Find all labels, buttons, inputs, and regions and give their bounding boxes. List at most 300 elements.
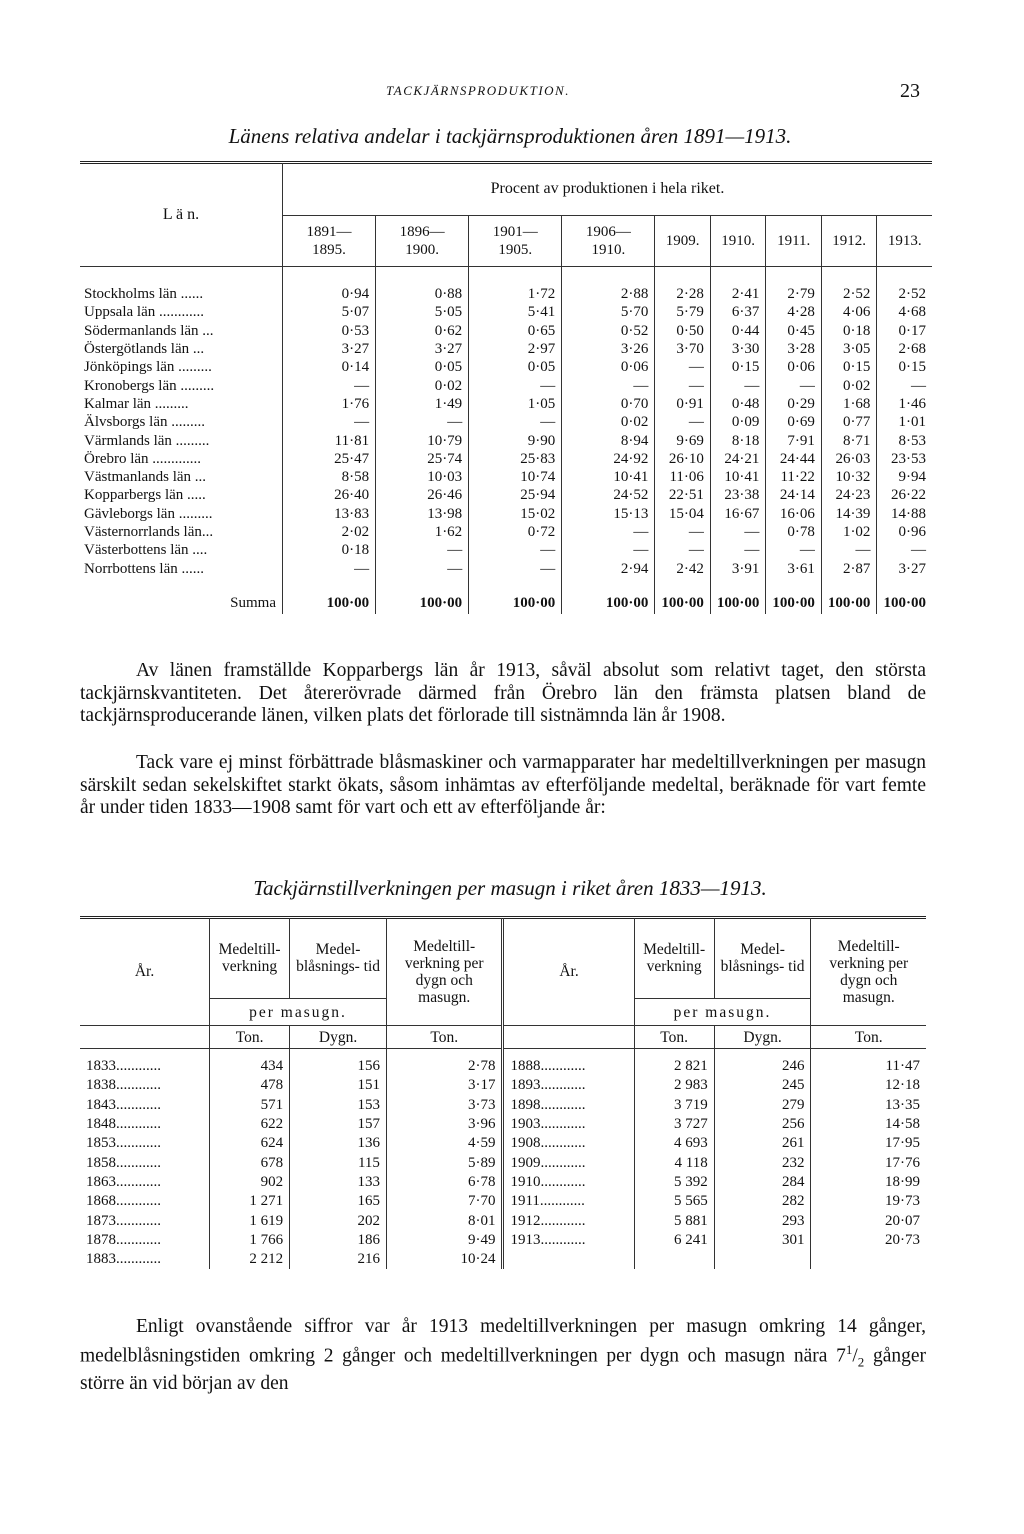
days-cell: 165 bbox=[290, 1192, 387, 1211]
page-number: 23 bbox=[900, 80, 920, 102]
sum-row bbox=[80, 578, 932, 614]
county-share-table bbox=[80, 163, 932, 614]
unit-days-right: Dygn. bbox=[714, 1026, 811, 1049]
table-row bbox=[80, 468, 932, 486]
table-row bbox=[80, 1115, 926, 1134]
percent-cell: — bbox=[655, 376, 711, 394]
sum-cell: 100·00 bbox=[562, 578, 655, 614]
col-blast-left: Medel- blåsnings- tid bbox=[290, 918, 387, 999]
days-cell: 232 bbox=[714, 1153, 811, 1172]
county-name: Västerbottens län .... bbox=[80, 541, 283, 559]
sum-cell: 100·00 bbox=[655, 578, 711, 614]
percent-cell: 0·69 bbox=[766, 413, 822, 431]
percent-cell: 0·72 bbox=[469, 523, 562, 541]
table-row bbox=[80, 523, 932, 541]
percent-cell: 0·44 bbox=[710, 322, 766, 340]
percent-cell: 24·23 bbox=[821, 486, 877, 504]
county-name: Norrbottens län ...... bbox=[80, 559, 283, 577]
percent-cell: 1·02 bbox=[821, 523, 877, 541]
perday-cell: 5·89 bbox=[386, 1153, 503, 1172]
percent-cell: 7·91 bbox=[766, 431, 822, 449]
prod-cell: 1 271 bbox=[210, 1192, 290, 1211]
days-cell: 256 bbox=[714, 1115, 811, 1134]
prod-cell: 6 241 bbox=[634, 1231, 714, 1250]
percent-cell: — bbox=[655, 523, 711, 541]
period-header: 1906— 1910. bbox=[562, 216, 655, 267]
percent-cell: 2·28 bbox=[655, 267, 711, 304]
percent-cell: — bbox=[655, 358, 711, 376]
unit-blank-left bbox=[80, 1026, 210, 1049]
per-masugn-left: per masugn. bbox=[210, 999, 387, 1026]
period-header: 1896— 1900. bbox=[376, 216, 469, 267]
percent-cell: — bbox=[562, 376, 655, 394]
percent-cell: 0·62 bbox=[376, 322, 469, 340]
county-name: Stockholms län ...... bbox=[80, 267, 283, 304]
unit-days-left: Dygn. bbox=[290, 1026, 387, 1049]
year-cell: 1910............ bbox=[503, 1173, 634, 1192]
unit-ton-right: Ton. bbox=[634, 1026, 714, 1049]
table-row bbox=[80, 376, 932, 394]
period-header: 1911. bbox=[766, 216, 822, 267]
table-row bbox=[80, 505, 932, 523]
percent-cell: — bbox=[911, 542, 926, 559]
year-cell: 1873............ bbox=[80, 1211, 210, 1230]
percent-cell: 0·53 bbox=[283, 322, 376, 340]
table-row bbox=[80, 267, 932, 304]
county-name: Kalmar län ......... bbox=[80, 395, 283, 413]
col-prod-right: Medeltill- verkning bbox=[634, 918, 714, 999]
percent-cell: 9·90 bbox=[469, 431, 562, 449]
table-row bbox=[80, 1250, 926, 1269]
percent-cell: 24·14 bbox=[766, 486, 822, 504]
percent-cell: 9·69 bbox=[655, 431, 711, 449]
percent-cell: — bbox=[710, 523, 766, 541]
days-cell: 261 bbox=[714, 1134, 811, 1153]
table1-caption: Länens relativa andelar i tackjärnsproduktionen åren 1891—1913. bbox=[228, 124, 792, 148]
days-cell: 186 bbox=[290, 1231, 387, 1250]
percent-cell: — bbox=[911, 377, 926, 394]
year-cell bbox=[503, 1250, 634, 1269]
percent-cell: — bbox=[469, 413, 562, 431]
perday-cell: 20·07 bbox=[885, 1212, 920, 1229]
period-header: 1901— 1905. bbox=[469, 216, 562, 267]
prod-cell: 5 392 bbox=[634, 1173, 714, 1192]
table-row bbox=[80, 541, 932, 559]
percent-cell: 3·70 bbox=[655, 340, 711, 358]
percent-cell: 10·74 bbox=[469, 468, 562, 486]
percent-cell: — bbox=[469, 541, 562, 559]
percent-cell: 3·61 bbox=[766, 559, 822, 577]
percent-cell: 11·22 bbox=[766, 468, 822, 486]
days-cell: 136 bbox=[290, 1134, 387, 1153]
percent-cell: 8·94 bbox=[562, 431, 655, 449]
percent-cell: 26·03 bbox=[821, 450, 877, 468]
percent-cell: 2·94 bbox=[562, 559, 655, 577]
percent-cell: 11·06 bbox=[655, 468, 711, 486]
prod-cell: 902 bbox=[210, 1173, 290, 1192]
percent-cell: 5·41 bbox=[469, 303, 562, 321]
days-cell: 216 bbox=[290, 1250, 387, 1269]
percent-cell: 16·67 bbox=[710, 505, 766, 523]
percent-cell: 2·41 bbox=[710, 267, 766, 304]
percent-cell: 25·94 bbox=[469, 486, 562, 504]
percent-cell: 0·65 bbox=[469, 322, 562, 340]
percent-cell: 2·42 bbox=[655, 559, 711, 577]
table-row bbox=[80, 322, 932, 340]
paragraph-3-text: Enligt ovanstående siffror var år 1913 medeltillverkningen per masugn omkring 14 gånger, medelblåsningstiden omkring 2 gånger och medeltillverkningen per dygn och masugn nära 7 bbox=[80, 1316, 926, 1366]
percent-cell: 3·30 bbox=[710, 340, 766, 358]
prod-cell: 2 212 bbox=[210, 1250, 290, 1269]
percent-cell: 15·13 bbox=[562, 505, 655, 523]
table-row bbox=[80, 1049, 926, 1077]
fraction-den: 2 bbox=[857, 1353, 865, 1369]
percent-cell: 1·76 bbox=[283, 395, 376, 413]
days-cell: 157 bbox=[290, 1115, 387, 1134]
col-perday-right: Medeltill- verkning per dygn och masugn. bbox=[811, 918, 926, 1026]
period-header: 1891— 1895. bbox=[283, 216, 376, 267]
county-name: Södermanlands län ... bbox=[80, 322, 283, 340]
prod-cell: 5 881 bbox=[634, 1211, 714, 1230]
percent-cell: 3·26 bbox=[562, 340, 655, 358]
percent-cell: 0·45 bbox=[766, 322, 822, 340]
col-lan-header: L ä n. bbox=[80, 163, 283, 267]
percent-cell: 3·05 bbox=[821, 340, 877, 358]
paragraph-1 bbox=[80, 660, 926, 728]
table-row bbox=[80, 413, 932, 431]
days-cell: 115 bbox=[290, 1153, 387, 1172]
percent-cell: 10·03 bbox=[376, 468, 469, 486]
percent-cell: — bbox=[562, 523, 655, 541]
percent-cell: 0·70 bbox=[562, 395, 655, 413]
perday-cell: 19·73 bbox=[885, 1193, 920, 1210]
county-name: Kopparbergs län ..... bbox=[80, 486, 283, 504]
percent-cell: — bbox=[283, 559, 376, 577]
percent-cell: 0·94 bbox=[283, 267, 376, 304]
percent-cell: 3·27 bbox=[283, 340, 376, 358]
percent-cell: 0·50 bbox=[655, 322, 711, 340]
percent-cell: 1·46 bbox=[898, 395, 926, 412]
prod-cell: 678 bbox=[210, 1153, 290, 1172]
percent-cell: — bbox=[710, 376, 766, 394]
percent-cell: 5·79 bbox=[655, 303, 711, 321]
prod-cell bbox=[634, 1250, 714, 1269]
unit-ton-right-2: Ton. bbox=[811, 1026, 926, 1049]
percent-cell: 14·39 bbox=[821, 505, 877, 523]
percent-cell: 2·87 bbox=[821, 559, 877, 577]
percent-cell: 22·51 bbox=[655, 486, 711, 504]
percent-cell: 4·28 bbox=[766, 303, 822, 321]
county-name: Gävleborgs län ......... bbox=[80, 505, 283, 523]
percent-cell: 24·21 bbox=[710, 450, 766, 468]
table-row bbox=[80, 450, 932, 468]
days-cell: 245 bbox=[714, 1076, 811, 1095]
col-year-left: År. bbox=[80, 918, 210, 1026]
prod-cell: 5 565 bbox=[634, 1192, 714, 1211]
percent-cell: 5·05 bbox=[376, 303, 469, 321]
days-cell: 133 bbox=[290, 1173, 387, 1192]
year-cell: 1848............ bbox=[80, 1115, 210, 1134]
days-cell: 279 bbox=[714, 1096, 811, 1115]
table-row bbox=[80, 1134, 926, 1153]
percent-cell: 2·88 bbox=[562, 267, 655, 304]
percent-cell: 4·68 bbox=[898, 304, 926, 321]
period-header: 1912. bbox=[821, 216, 877, 267]
year-cell: 1868............ bbox=[80, 1192, 210, 1211]
paragraph-2 bbox=[80, 752, 926, 820]
year-cell: 1878............ bbox=[80, 1231, 210, 1250]
prod-cell: 478 bbox=[210, 1076, 290, 1095]
percent-cell: 0·15 bbox=[821, 358, 877, 376]
percent-cell: 0·88 bbox=[376, 267, 469, 304]
percent-cell: 3·27 bbox=[898, 560, 926, 577]
percent-cell: — bbox=[469, 559, 562, 577]
year-cell: 1883............ bbox=[80, 1250, 210, 1269]
percent-cell: 3·91 bbox=[710, 559, 766, 577]
percent-cell: 0·17 bbox=[898, 322, 926, 339]
percent-cell: 14·88 bbox=[891, 505, 926, 522]
percent-cell: 10·32 bbox=[821, 468, 877, 486]
percent-cell: 2·79 bbox=[766, 267, 822, 304]
prod-cell: 571 bbox=[210, 1096, 290, 1115]
perday-cell: 9·49 bbox=[386, 1231, 503, 1250]
percent-cell: 15·04 bbox=[655, 505, 711, 523]
table-row bbox=[80, 431, 932, 449]
percent-cell: 2·97 bbox=[469, 340, 562, 358]
percent-cell: 0·05 bbox=[376, 358, 469, 376]
percent-cell: 1·68 bbox=[821, 395, 877, 413]
county-name: Värmlands län ......... bbox=[80, 431, 283, 449]
year-cell: 1888............ bbox=[503, 1049, 634, 1077]
county-name: Västernorrlands län... bbox=[80, 523, 283, 541]
table-row bbox=[80, 1173, 926, 1192]
prod-cell: 2 983 bbox=[634, 1076, 714, 1095]
days-cell: 153 bbox=[290, 1096, 387, 1115]
percent-cell: 0·02 bbox=[562, 413, 655, 431]
year-cell: 1911............ bbox=[503, 1192, 634, 1211]
percent-cell: 16·06 bbox=[766, 505, 822, 523]
percent-cell: 0·77 bbox=[821, 413, 877, 431]
percent-cell: 2·68 bbox=[898, 341, 926, 358]
percent-cell: 0·29 bbox=[766, 395, 822, 413]
sum-cell: 100·00 bbox=[376, 578, 469, 614]
percent-cell: 23·38 bbox=[710, 486, 766, 504]
percent-cell: 5·70 bbox=[562, 303, 655, 321]
percent-cell: 10·41 bbox=[710, 468, 766, 486]
year-cell: 1903............ bbox=[503, 1115, 634, 1134]
prod-cell: 624 bbox=[210, 1134, 290, 1153]
perday-cell: 11·47 bbox=[885, 1058, 920, 1075]
percent-cell: 23·53 bbox=[891, 450, 926, 467]
prod-cell: 1 766 bbox=[210, 1231, 290, 1250]
perday-cell: 7·70 bbox=[386, 1192, 503, 1211]
percent-cell: 11·81 bbox=[283, 431, 376, 449]
year-cell: 1833............ bbox=[80, 1049, 210, 1077]
perday-cell: 13·35 bbox=[885, 1096, 920, 1113]
table-row bbox=[80, 340, 932, 358]
table-row bbox=[80, 358, 932, 376]
percent-cell: 26·46 bbox=[376, 486, 469, 504]
col-perday-left: Medeltill- verkning per dygn och masugn. bbox=[386, 918, 503, 1026]
percent-cell: 8·71 bbox=[821, 431, 877, 449]
year-cell: 1838............ bbox=[80, 1076, 210, 1095]
perday-cell: 3·17 bbox=[386, 1076, 503, 1095]
percent-cell: 5·07 bbox=[283, 303, 376, 321]
perday-cell: 12·18 bbox=[885, 1077, 920, 1094]
percent-cell: — bbox=[376, 413, 469, 431]
year-cell: 1853............ bbox=[80, 1134, 210, 1153]
perday-cell: 10·24 bbox=[386, 1250, 503, 1269]
percent-cell: 1·05 bbox=[469, 395, 562, 413]
per-masugn-right: per masugn. bbox=[634, 999, 811, 1026]
table-row bbox=[80, 1076, 926, 1095]
percent-cell: — bbox=[283, 376, 376, 394]
prod-cell: 3 719 bbox=[634, 1096, 714, 1115]
year-cell: 1898............ bbox=[503, 1096, 634, 1115]
paragraph-1-text: Av länen framställde Kopparbergs län år 1913, såväl absolut som relativt taget, den största tackjärnskvantiteten. Det återerövrade därmed från Örebro län den främsta platsen bland de tackjärnsproducerande länen, vilken plats det förlorade till sistnämnda län år 1908. bbox=[80, 660, 926, 726]
county-name: Kronobergs län ......... bbox=[80, 376, 283, 394]
running-head: TACKJÄRNSPRODUKTION. bbox=[386, 83, 570, 98]
perday-cell bbox=[811, 1250, 926, 1269]
period-header: 1913. bbox=[877, 216, 932, 267]
perday-cell: 4·59 bbox=[386, 1134, 503, 1153]
percent-cell: — bbox=[376, 559, 469, 577]
percent-cell: 25·83 bbox=[469, 450, 562, 468]
prod-cell: 3 727 bbox=[634, 1115, 714, 1134]
prod-cell: 1 619 bbox=[210, 1211, 290, 1230]
percent-cell: 0·78 bbox=[766, 523, 822, 541]
furnace-production-table bbox=[80, 918, 926, 1269]
percent-cell: 26·22 bbox=[891, 487, 926, 504]
sum-label: Summa bbox=[80, 578, 283, 614]
percent-cell: 24·52 bbox=[562, 486, 655, 504]
paragraph-2-text: Tack vare ej minst förbättrade blåsmaskiner och varmapparater har medeltillverkningen per masugn särskilt sedan sekelskiftet starkt ökats, såsom inhämtas av efterföljande medeltal, beräknade för vart femte år under tiden 1833—1908 samt för vart och ett av efterföljande år: bbox=[80, 752, 926, 818]
days-cell: 301 bbox=[714, 1231, 811, 1250]
percent-cell: 15·02 bbox=[469, 505, 562, 523]
percent-cell: 10·79 bbox=[376, 431, 469, 449]
col-year-right: År. bbox=[503, 918, 634, 1026]
county-name: Jönköpings län ......... bbox=[80, 358, 283, 376]
percent-cell: 0·02 bbox=[821, 376, 877, 394]
percent-cell: 0·06 bbox=[562, 358, 655, 376]
percent-cell: 0·18 bbox=[821, 322, 877, 340]
percent-cell: 0·52 bbox=[562, 322, 655, 340]
percent-cell: 3·27 bbox=[376, 340, 469, 358]
percent-cell: 6·37 bbox=[710, 303, 766, 321]
percent-cell: — bbox=[283, 413, 376, 431]
unit-blank-right bbox=[503, 1026, 634, 1049]
percent-cell: 0·05 bbox=[469, 358, 562, 376]
percent-cell: 24·44 bbox=[766, 450, 822, 468]
percent-cell: — bbox=[710, 541, 766, 559]
percent-cell: — bbox=[376, 541, 469, 559]
prod-cell: 4 118 bbox=[634, 1153, 714, 1172]
perday-cell: 17·95 bbox=[885, 1135, 920, 1152]
days-cell: 293 bbox=[714, 1211, 811, 1230]
percent-cell: — bbox=[766, 541, 822, 559]
table-row bbox=[80, 1192, 926, 1211]
percent-cell: 0·09 bbox=[710, 413, 766, 431]
percent-cell: 2·52 bbox=[898, 286, 926, 303]
sum-cell: 100·00 bbox=[883, 594, 926, 611]
prod-cell: 434 bbox=[210, 1049, 290, 1077]
perday-cell: 20·73 bbox=[885, 1231, 920, 1248]
year-cell: 1893............ bbox=[503, 1076, 634, 1095]
sum-cell: 100·00 bbox=[710, 578, 766, 614]
prod-cell: 622 bbox=[210, 1115, 290, 1134]
percent-cell: 25·74 bbox=[376, 450, 469, 468]
year-cell: 1909............ bbox=[503, 1153, 634, 1172]
table2-caption: Tackjärnstillverkningen per masugn i riket åren 1833—1913. bbox=[253, 876, 767, 900]
year-cell: 1863............ bbox=[80, 1173, 210, 1192]
table-row bbox=[80, 1153, 926, 1172]
prod-cell: 4 693 bbox=[634, 1134, 714, 1153]
perday-cell: 3·73 bbox=[386, 1096, 503, 1115]
table-row bbox=[80, 1096, 926, 1115]
percent-cell: — bbox=[821, 541, 877, 559]
fraction-num: 1 bbox=[845, 1341, 853, 1357]
table-row bbox=[80, 395, 932, 413]
percent-cell: 0·18 bbox=[283, 541, 376, 559]
sum-cell: 100·00 bbox=[469, 578, 562, 614]
table-row bbox=[80, 559, 932, 577]
unit-ton-left: Ton. bbox=[210, 1026, 290, 1049]
perday-cell: 3·96 bbox=[386, 1115, 503, 1134]
percent-cell: 4·06 bbox=[821, 303, 877, 321]
percent-cell: 0·48 bbox=[710, 395, 766, 413]
percent-cell: 1·62 bbox=[376, 523, 469, 541]
percent-cell: 0·06 bbox=[766, 358, 822, 376]
percent-cell: 0·02 bbox=[376, 376, 469, 394]
percent-cell: 3·28 bbox=[766, 340, 822, 358]
year-cell: 1843............ bbox=[80, 1096, 210, 1115]
perday-cell: 18·99 bbox=[885, 1173, 920, 1190]
perday-cell: 2·78 bbox=[386, 1049, 503, 1077]
days-cell: 202 bbox=[290, 1211, 387, 1230]
percent-cell: 8·53 bbox=[898, 432, 926, 449]
percent-cell: 25·47 bbox=[283, 450, 376, 468]
table-row bbox=[80, 1231, 926, 1250]
percent-cell: 8·18 bbox=[710, 431, 766, 449]
percent-cell: 1·49 bbox=[376, 395, 469, 413]
days-cell: 246 bbox=[714, 1049, 811, 1077]
county-name: Uppsala län ............ bbox=[80, 303, 283, 321]
days-cell: 156 bbox=[290, 1049, 387, 1077]
percent-cell: 10·41 bbox=[562, 468, 655, 486]
days-cell: 284 bbox=[714, 1173, 811, 1192]
year-cell: 1858............ bbox=[80, 1153, 210, 1172]
perday-cell: 8·01 bbox=[386, 1211, 503, 1230]
percent-cell: 24·92 bbox=[562, 450, 655, 468]
sum-cell: 100·00 bbox=[766, 578, 822, 614]
percent-cell: 0·14 bbox=[283, 358, 376, 376]
year-cell: 1913............ bbox=[503, 1231, 634, 1250]
percent-cell: 1·01 bbox=[898, 414, 926, 431]
days-cell: 282 bbox=[714, 1192, 811, 1211]
percent-cell: 8·58 bbox=[283, 468, 376, 486]
perday-cell: 17·76 bbox=[885, 1154, 920, 1171]
county-name: Älvsborgs län ......... bbox=[80, 413, 283, 431]
percent-cell: 0·15 bbox=[898, 359, 926, 376]
percent-cell: 9·94 bbox=[898, 469, 926, 486]
days-cell bbox=[714, 1250, 811, 1269]
percent-cell: — bbox=[655, 541, 711, 559]
percent-cell: — bbox=[655, 413, 711, 431]
percent-cell: 1·72 bbox=[469, 267, 562, 304]
table-row bbox=[80, 486, 932, 504]
paragraph-3-text-end: gånger större än vid början av den bbox=[80, 1345, 926, 1395]
col-prod-left: Medeltill- verkning bbox=[210, 918, 290, 999]
period-header: 1910. bbox=[710, 216, 766, 267]
